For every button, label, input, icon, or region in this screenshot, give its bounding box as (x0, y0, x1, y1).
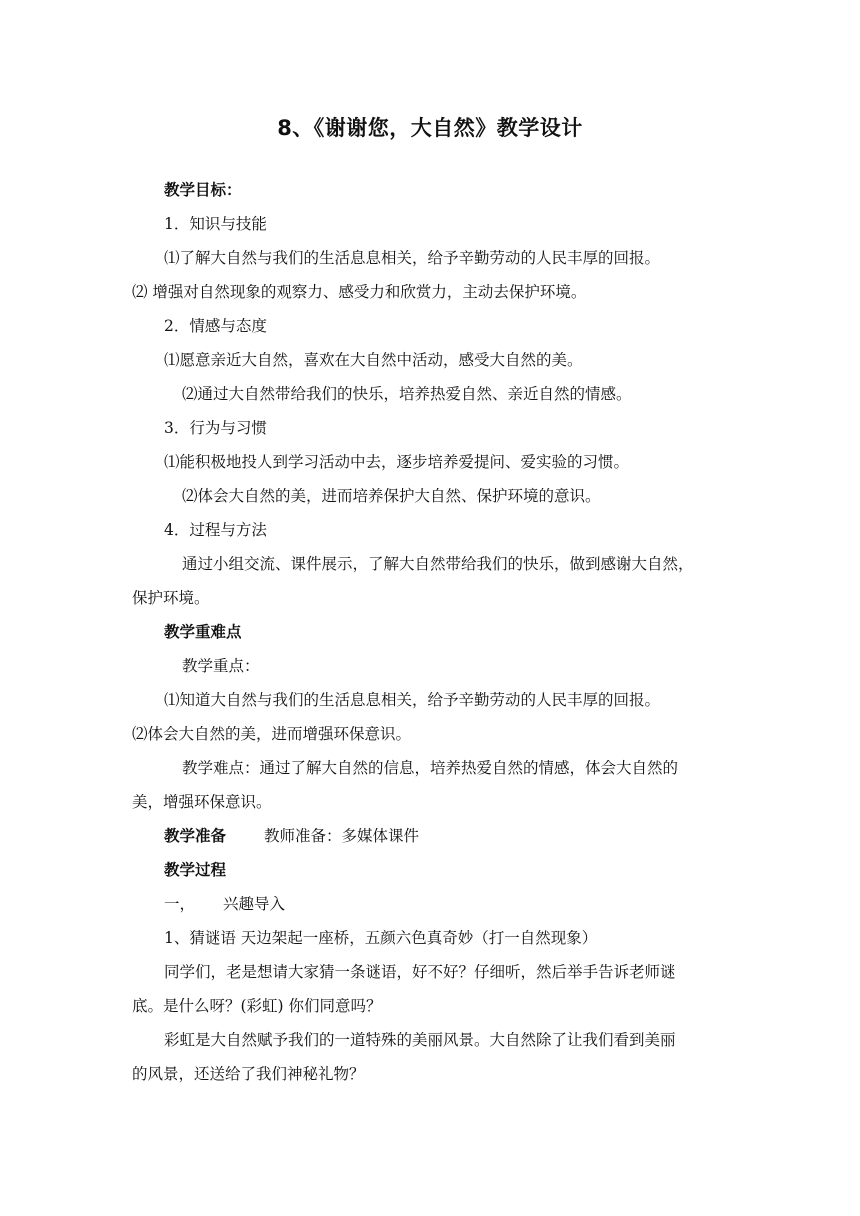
subheading-knowledge: 1．知识与技能 (164, 215, 267, 233)
paragraph-line: ⑴愿意亲近大自然，喜欢在大自然中活动，感受大自然的美。 (164, 351, 583, 369)
paragraph-line: ⑵体会大自然的美，进而增强环保意识。 (132, 725, 412, 743)
step-number: 一， (164, 895, 196, 913)
paragraph-line: ⑵体会大自然的美，进而培养保护大自然、保护环境的意识。 (182, 487, 601, 505)
step-title: 兴趣导入 (223, 895, 286, 913)
subheading-behavior: 3．行为与习惯 (164, 419, 267, 437)
section-heading-goals: 教学目标： (164, 181, 242, 199)
section-heading-preparation: 教学准备 (164, 827, 227, 845)
paragraph-line: ⑵通过大自然带给我们的快乐，培养热爱自然、亲近自然的情感。 (182, 385, 632, 403)
paragraph-line: 1、猜谜语 天边架起一座桥，五颜六色真奇妙（打一自然现象） (164, 929, 598, 947)
paragraph-line: 彩虹是大自然赋予我们的一道特殊的美丽风景。大自然除了让我们看到美丽 (164, 1031, 676, 1049)
paragraph-line: 底。是什么呀？(彩虹) 你们同意吗？ (132, 997, 382, 1015)
prep-row (164, 824, 419, 848)
section-heading-process: 教学过程 (164, 861, 227, 879)
paragraph-line: ⑵ 增强对自然现象的观察力、感受力和欣赏力，主动去保护环境。 (132, 283, 587, 301)
paragraph-line: 同学们，老是想请大家猜一条谜语，好不好？仔细听，然后举手告诉老师谜 (164, 963, 676, 981)
paragraph-line: ⑴能积极地投人到学习活动中去，逐步培养爱提问、爱实验的习惯。 (164, 453, 630, 471)
paragraph-line: 教学重点： (182, 657, 260, 675)
paragraph-line: ⑴了解大自然与我们的生活息息相关，给予辛勤劳动的人民丰厚的回报。 (164, 249, 661, 267)
step-row (164, 892, 285, 916)
paragraph-line: 美，增强环保意识。 (132, 793, 272, 811)
paragraph-line: 的风景，还送给了我们神秘礼物？ (132, 1065, 365, 1083)
section-heading-key-points: 教学重难点 (164, 623, 242, 641)
paragraph-line: 保护环境。 (132, 589, 210, 607)
paragraph-line: 教学难点：通过了解大自然的信息，培养热爱自然的情感，体会大自然的 (182, 759, 679, 777)
document-title: 8、《谢谢您，大自然》教学设计 (277, 116, 583, 140)
prep-text: 教师准备：多媒体课件 (264, 827, 420, 845)
paragraph-line: 通过小组交流、课件展示，了解大自然带给我们的快乐，做到感谢大自然， (182, 555, 694, 573)
paragraph-line: ⑴知道大自然与我们的生活息息相关，给予辛勤劳动的人民丰厚的回报。 (164, 691, 661, 709)
subheading-emotion: 2．情感与态度 (164, 317, 267, 335)
subheading-process: 4．过程与方法 (164, 521, 267, 539)
